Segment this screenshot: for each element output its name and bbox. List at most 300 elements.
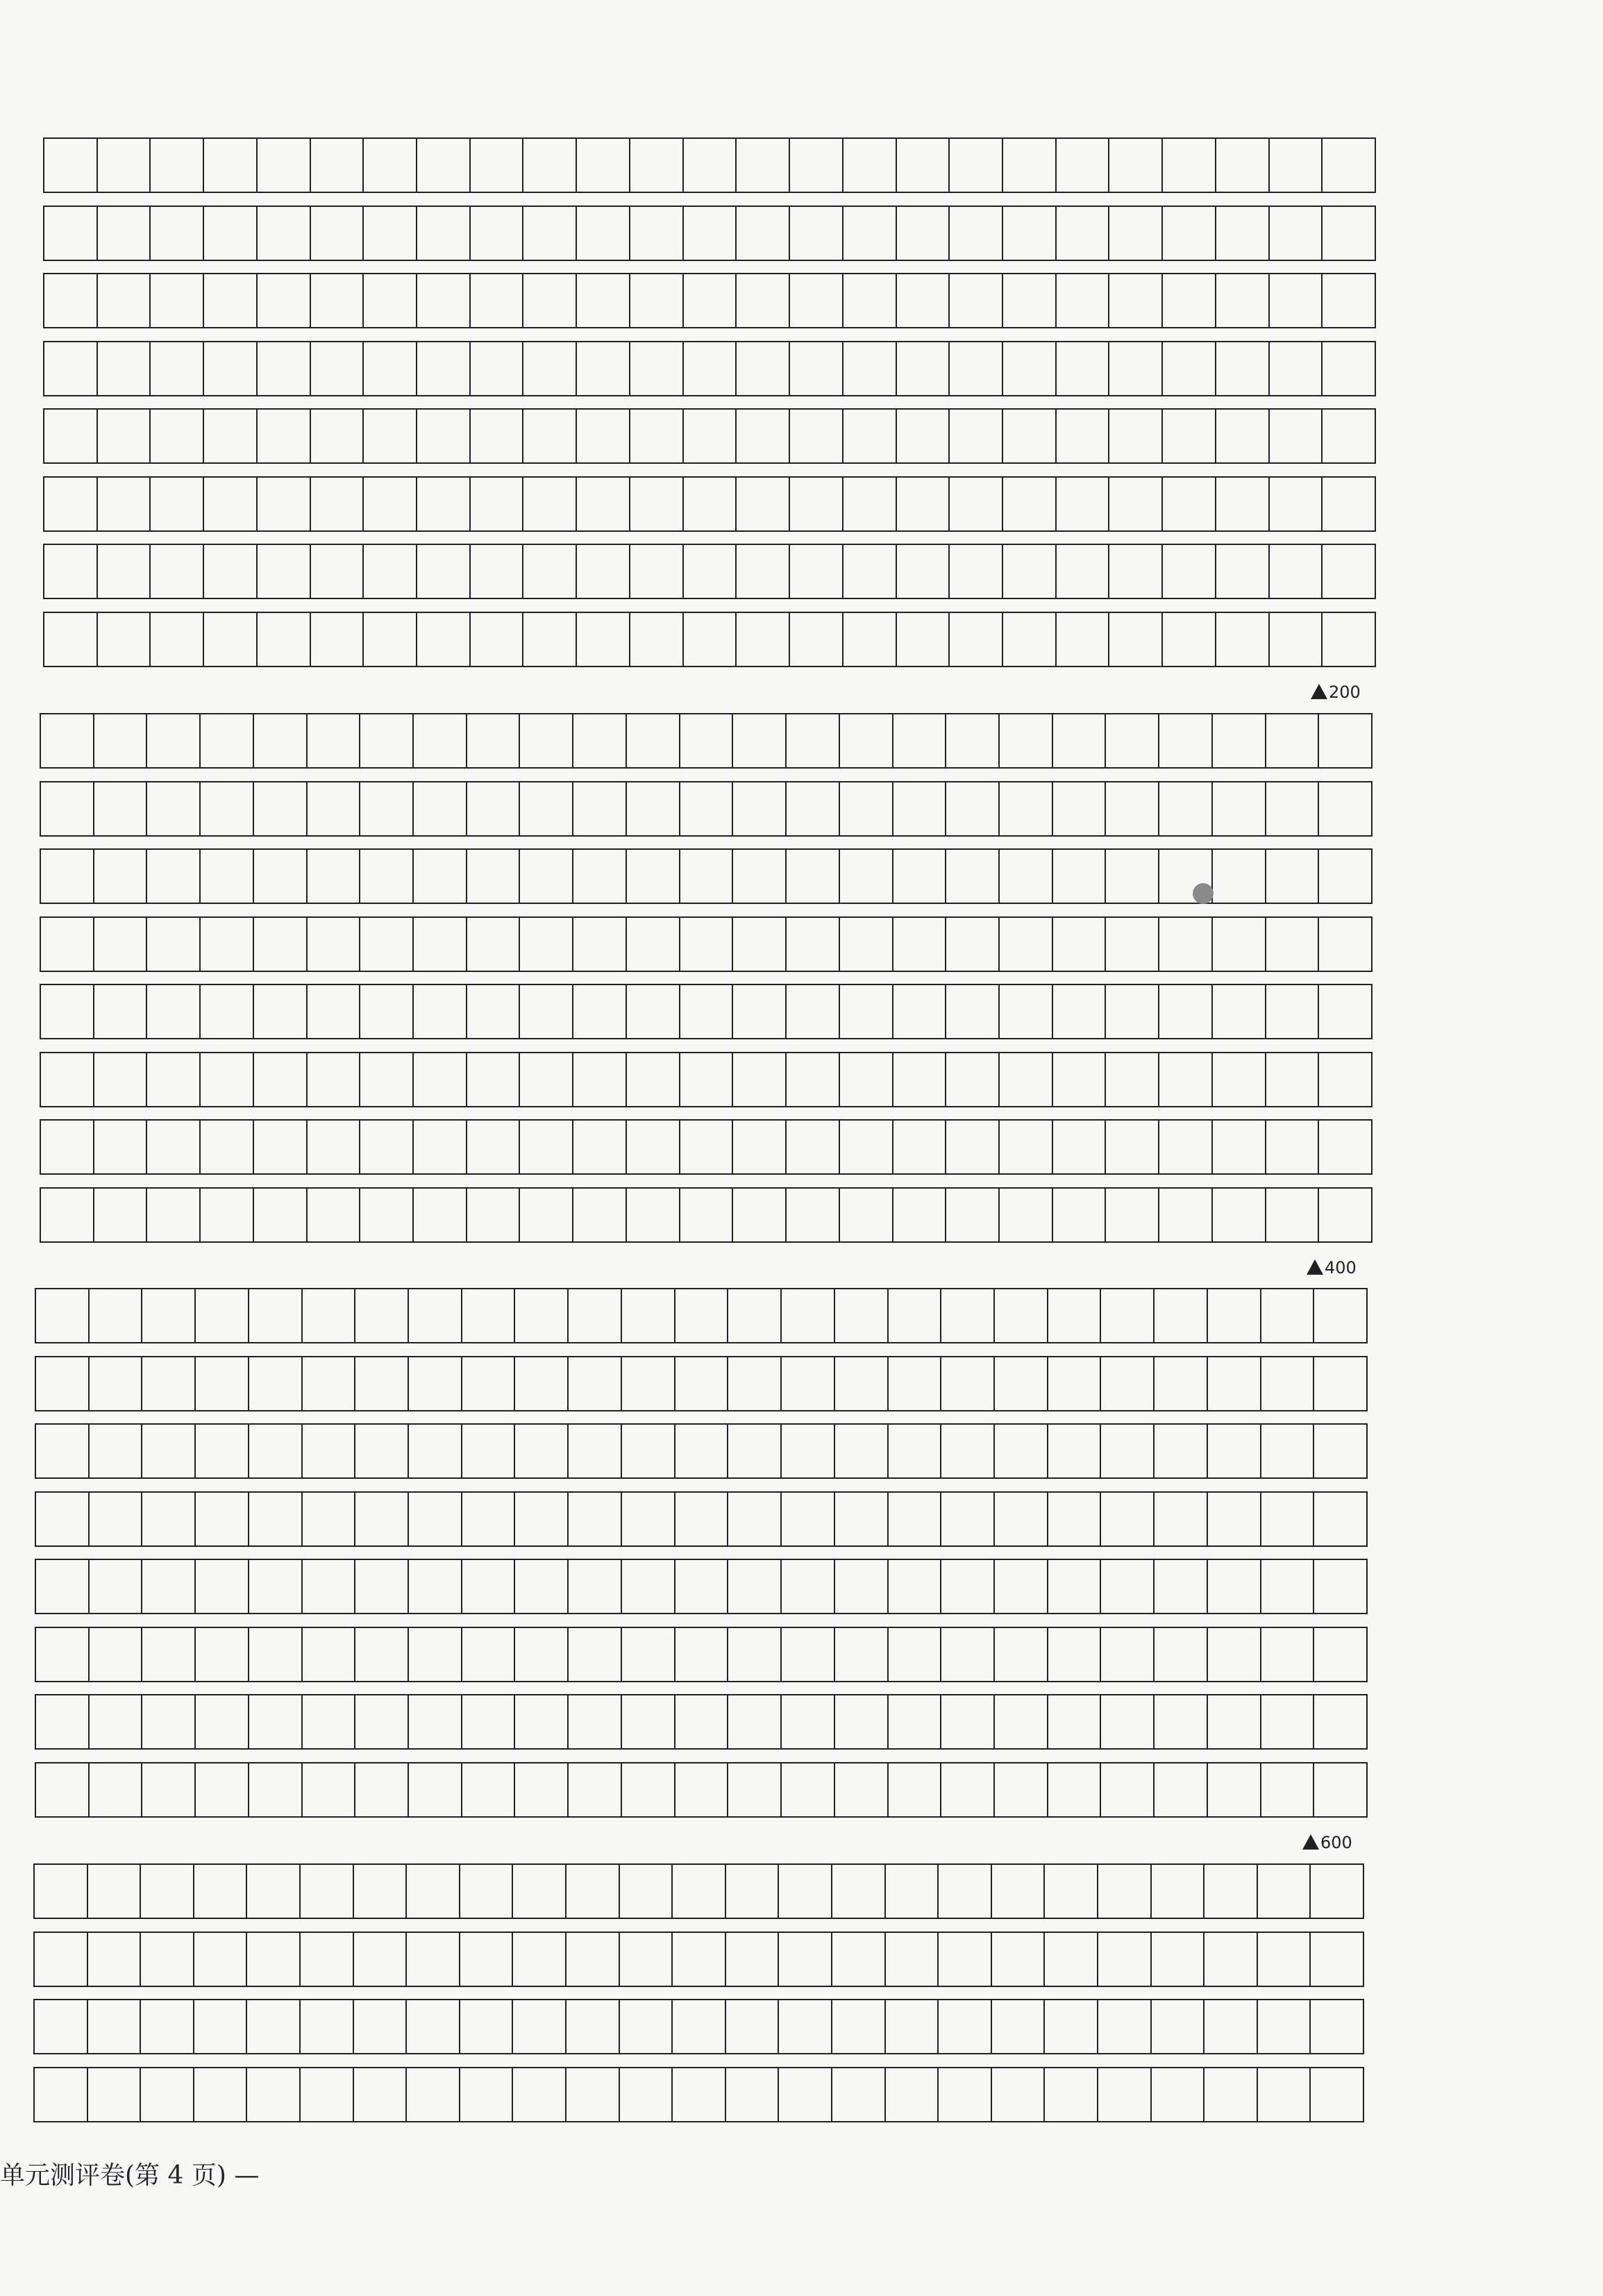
grid-cell [626,713,680,769]
grid-cell [735,612,790,667]
grid-cell [785,848,840,904]
grid-cell [1260,1694,1314,1750]
grid-cell [1105,781,1159,837]
grid-cell [412,1052,467,1107]
grid-cell [674,1288,728,1343]
grid-cell [194,1423,249,1479]
grid-cell [679,1187,733,1243]
grid-cell [248,1356,303,1411]
grid-cell [1158,1187,1213,1243]
grid-cell [576,206,630,261]
grid-cell [1047,1694,1101,1750]
grid-cell [35,1356,90,1411]
grid-cell [565,1863,620,1919]
grid-cell [1203,1863,1258,1919]
grid-cell [619,1999,673,2054]
grid-cell [780,1356,835,1411]
grid-cell [1002,612,1057,667]
grid-cell [567,1423,622,1479]
grid-cell [1105,848,1159,904]
grid-cell [141,1762,196,1818]
grid-cell [887,1423,941,1479]
grid-cell [203,273,258,328]
grid-cell [621,1491,675,1547]
grid-cell [310,408,364,464]
grid-cell [1002,408,1057,464]
grid-cell [1265,1119,1319,1175]
grid-cell [1043,1999,1098,2054]
grid-cell [940,1559,995,1614]
grid-cell [834,1288,889,1343]
grid-cell [253,1187,308,1243]
grid-cell [629,341,684,396]
grid-cell [1265,713,1319,769]
grid-cell [785,781,840,837]
grid-cell [1313,1627,1368,1682]
grid-cell [1100,1491,1155,1547]
grid-cell [842,273,897,328]
grid-cell [519,1187,573,1243]
grid-cell [1318,713,1373,769]
word-count-marker [1302,1834,1352,1851]
grid-cell [149,544,204,599]
grid-cell [256,137,311,193]
grid-cell [940,1762,995,1818]
grid-cell [96,408,151,464]
grid-cell [140,2067,194,2122]
grid-cell [408,1423,462,1479]
grid-cell [834,1694,889,1750]
grid-cell [1153,1288,1208,1343]
grid-cell [301,1288,355,1343]
grid-cell [896,476,950,532]
grid-cell [203,206,258,261]
grid-cell [306,713,360,769]
grid-cell [626,984,680,1039]
grid-cell [727,1491,782,1547]
grid-cell [1257,1863,1311,1919]
grid-cell [1211,781,1266,837]
grid-cell [991,2067,1045,2122]
grid-cell [842,137,897,193]
grid-cell [1318,1052,1373,1107]
grid-cell [727,1423,782,1479]
grid-cell [735,137,790,193]
grid-cell [1207,1356,1261,1411]
grid-cell [834,1559,889,1614]
grid-cell [940,1694,995,1750]
grid-cell [519,916,573,972]
grid-cell [993,1559,1048,1614]
grid-cell [887,1627,941,1682]
grid-cell [253,781,308,837]
grid-cell [1260,1423,1314,1479]
grid-cell [1260,1356,1314,1411]
grid-cell [256,544,311,599]
grid-cell [831,2067,886,2122]
grid-cell [732,1187,787,1243]
grid-cell [789,206,844,261]
grid-cell [35,1559,90,1614]
grid-cell [1153,1356,1208,1411]
grid-cell [306,1119,360,1175]
grid-cell [887,1491,941,1547]
grid-cell [461,1491,515,1547]
grid-cell [993,1288,1048,1343]
grid-cell [567,1627,622,1682]
grid-cell [834,1356,889,1411]
grid-cell [1215,341,1270,396]
grid-cell [412,916,467,972]
page-footer [0,2156,259,2191]
grid-cell [310,544,364,599]
grid-cell [466,781,520,837]
grid-cell [1318,1119,1373,1175]
grid-cell [87,1999,141,2054]
grid-cell [732,984,787,1039]
grid-cell [834,1627,889,1682]
grid-cell [140,1932,194,1987]
grid-cell [353,2067,407,2122]
grid-cell [359,916,414,972]
grid-cell [789,137,844,193]
grid-cell [679,848,733,904]
grid-cell [572,848,627,904]
grid-cell [567,1491,622,1547]
grid-cell [310,612,364,667]
grid-cell [141,1694,196,1750]
grid-cell [785,1052,840,1107]
grid-cell [88,1423,142,1479]
grid-cell [299,1999,354,2054]
grid-cell [362,206,417,261]
grid-cell [412,1187,467,1243]
grid-cell [896,341,950,396]
grid-cell [1153,1491,1208,1547]
grid-cell [789,341,844,396]
grid-cell [301,1356,355,1411]
grid-cell [993,1694,1048,1750]
grid-cell [408,1491,462,1547]
grid-cell [1268,341,1323,396]
grid-cell [732,1119,787,1175]
grid-cell [940,1356,995,1411]
grid-cell [141,1491,196,1547]
grid-cell [146,1119,201,1175]
grid-cell [354,1288,409,1343]
grid-cell [1052,1187,1106,1243]
grid-cell [735,544,790,599]
grid-cell [1153,1762,1208,1818]
grid-cell [40,848,94,904]
grid-cell [839,1119,893,1175]
grid-cell [408,1762,462,1818]
grid-cell [1321,341,1376,396]
grid-cell [87,1932,141,1987]
grid-cell [405,1932,460,1987]
grid-cell [682,137,737,193]
grid-cell [416,273,471,328]
grid-cell [1309,2067,1364,2122]
grid-cell [35,1762,90,1818]
grid-cell [1105,1119,1159,1175]
grid-cell [194,1559,249,1614]
grid-cell [359,984,414,1039]
grid-cell [306,781,360,837]
grid-cell [789,544,844,599]
grid-cell [1100,1356,1155,1411]
grid-cell [674,1694,728,1750]
grid-cell [998,1119,1053,1175]
grid-cell [1108,137,1163,193]
grid-cell [1321,408,1376,464]
grid-cell [567,1356,622,1411]
grid-cell [1105,1187,1159,1243]
grid-cell [576,273,630,328]
grid-cell [203,544,258,599]
grid-cell [35,1627,90,1682]
grid-cell [892,984,946,1039]
grid-cell [96,612,151,667]
grid-cell [310,206,364,261]
grid-cell [146,1187,201,1243]
grid-cell [514,1694,569,1750]
grid-cell [194,1627,249,1682]
grid-cell [1105,1052,1159,1107]
grid-cell [727,1627,782,1682]
grid-cell [725,1932,779,1987]
grid-cell [1108,273,1163,328]
grid-cell [940,1288,995,1343]
grid-cell [1268,273,1323,328]
grid-cell [310,137,364,193]
grid-cell [40,916,94,972]
grid-cell [1309,1999,1364,2054]
grid-cell [991,1932,1045,1987]
grid-cell [567,1288,622,1343]
grid-cell [301,1627,355,1682]
grid-cell [1047,1627,1101,1682]
grid-cell [1043,1863,1098,1919]
grid-cell [408,1694,462,1750]
grid-cell [1055,612,1109,667]
grid-cell [88,1491,142,1547]
grid-cell [1215,273,1270,328]
grid-cell [572,781,627,837]
grid-cell [780,1627,835,1682]
grid-cell [93,781,147,837]
grid-cell [469,408,523,464]
grid-cell [626,916,680,972]
grid-cell [679,781,733,837]
grid-cell [253,1052,308,1107]
grid-cell [1105,984,1159,1039]
grid-cell [998,1187,1053,1243]
grid-cell [469,273,523,328]
grid-cell [1002,544,1057,599]
grid-cell [362,137,417,193]
grid-cell [466,916,520,972]
grid-cell [896,273,950,328]
grid-cell [33,1932,88,1987]
grid-cell [459,1932,513,1987]
grid-cell [1055,476,1109,532]
grid-cell [353,1863,407,1919]
grid-cell [301,1559,355,1614]
grid-cell [629,544,684,599]
grid-cell [1265,848,1319,904]
grid-cell [93,713,147,769]
grid-cell [1052,1052,1106,1107]
grid-cell [727,1559,782,1614]
grid-cell [842,408,897,464]
grid-cell [253,713,308,769]
grid-cell [299,2067,354,2122]
grid-cell [945,1187,1000,1243]
grid-cell [682,544,737,599]
grid-cell [945,781,1000,837]
grid-cell [621,1288,675,1343]
grid-cell [412,781,467,837]
grid-cell [466,1187,520,1243]
grid-cell [887,1762,941,1818]
grid-cell [991,1999,1045,2054]
grid-cell [1203,1932,1258,1987]
word-count-label: 600 [1320,1833,1352,1852]
grid-cell [1153,1694,1208,1750]
grid-cell [256,273,311,328]
grid-cell [621,1762,675,1818]
grid-cell [301,1423,355,1479]
grid-cell [469,206,523,261]
grid-cell [1047,1423,1101,1479]
grid-cell [671,1863,726,1919]
grid-cell [1055,408,1109,464]
grid-cell [362,612,417,667]
grid-cell [522,137,577,193]
grid-cell [887,1356,941,1411]
grid-cell [354,1356,409,1411]
grid-cell [1321,206,1376,261]
grid-cell [789,476,844,532]
grid-cell [519,1119,573,1175]
grid-cell [732,848,787,904]
grid-cell [1043,2067,1098,2122]
grid-cell [253,1119,308,1175]
grid-cell [1318,781,1373,837]
grid-cell [842,612,897,667]
grid-cell [194,1491,249,1547]
grid-cell [519,1052,573,1107]
grid-cell [1052,916,1106,972]
grid-cell [149,476,204,532]
grid-cell [416,544,471,599]
grid-cell [43,612,98,667]
grid-cell [1161,341,1216,396]
grid-cell [567,1559,622,1614]
grid-cell [359,781,414,837]
grid-cell [146,848,201,904]
grid-cell [1211,848,1266,904]
grid-cell [789,408,844,464]
grid-cell [780,1491,835,1547]
grid-cell [626,1052,680,1107]
grid-cell [1257,1999,1311,2054]
footer-text: 单元测评卷(第 4 页) — [0,2161,260,2190]
grid-cell [1309,1932,1364,1987]
grid-cell [679,916,733,972]
grid-cell [149,273,204,328]
grid-cell [626,781,680,837]
grid-cell [945,848,1000,904]
grid-cell [576,341,630,396]
grid-cell [1260,1627,1314,1682]
grid-cell [1002,206,1057,261]
grid-cell [1268,206,1323,261]
grid-cell [629,476,684,532]
grid-cell [1211,1187,1266,1243]
ink-blot [1193,883,1214,904]
grid-cell [354,1762,409,1818]
grid-cell [948,273,1003,328]
grid-cell [362,544,417,599]
grid-cell [1321,544,1376,599]
grid-cell [1158,916,1213,972]
grid-cell [619,1863,673,1919]
grid-cell [1002,137,1057,193]
grid-cell [199,984,254,1039]
grid-cell [682,273,737,328]
grid-cell [88,1288,142,1343]
grid-cell [1207,1288,1261,1343]
grid-cell [1158,781,1213,837]
grid-cell [621,1559,675,1614]
grid-cell [785,984,840,1039]
grid-cell [353,1932,407,1987]
grid-cell [416,612,471,667]
grid-cell [461,1559,515,1614]
grid-cell [354,1491,409,1547]
grid-cell [993,1491,1048,1547]
grid-cell [892,713,946,769]
grid-cell [461,1423,515,1479]
grid-cell [896,137,950,193]
grid-cell [948,206,1003,261]
grid-cell [149,408,204,464]
grid-cell [1207,1423,1261,1479]
grid-cell [1055,544,1109,599]
grid-cell [1207,1762,1261,1818]
grid-cell [246,1932,301,1987]
grid-cell [1097,1999,1152,2054]
grid-cell [140,1999,194,2054]
grid-cell [1100,1288,1155,1343]
grid-cell [671,1932,726,1987]
grid-cell [785,1187,840,1243]
grid-cell [306,848,360,904]
grid-cell [416,408,471,464]
grid-cell [43,137,98,193]
grid-cell [1211,1052,1266,1107]
grid-cell [146,1052,201,1107]
grid-cell [1215,137,1270,193]
grid-cell [679,984,733,1039]
grid-cell [35,1694,90,1750]
grid-cell [1150,1863,1205,1919]
grid-cell [1211,916,1266,972]
grid-cell [354,1627,409,1682]
grid-cell [1313,1762,1368,1818]
